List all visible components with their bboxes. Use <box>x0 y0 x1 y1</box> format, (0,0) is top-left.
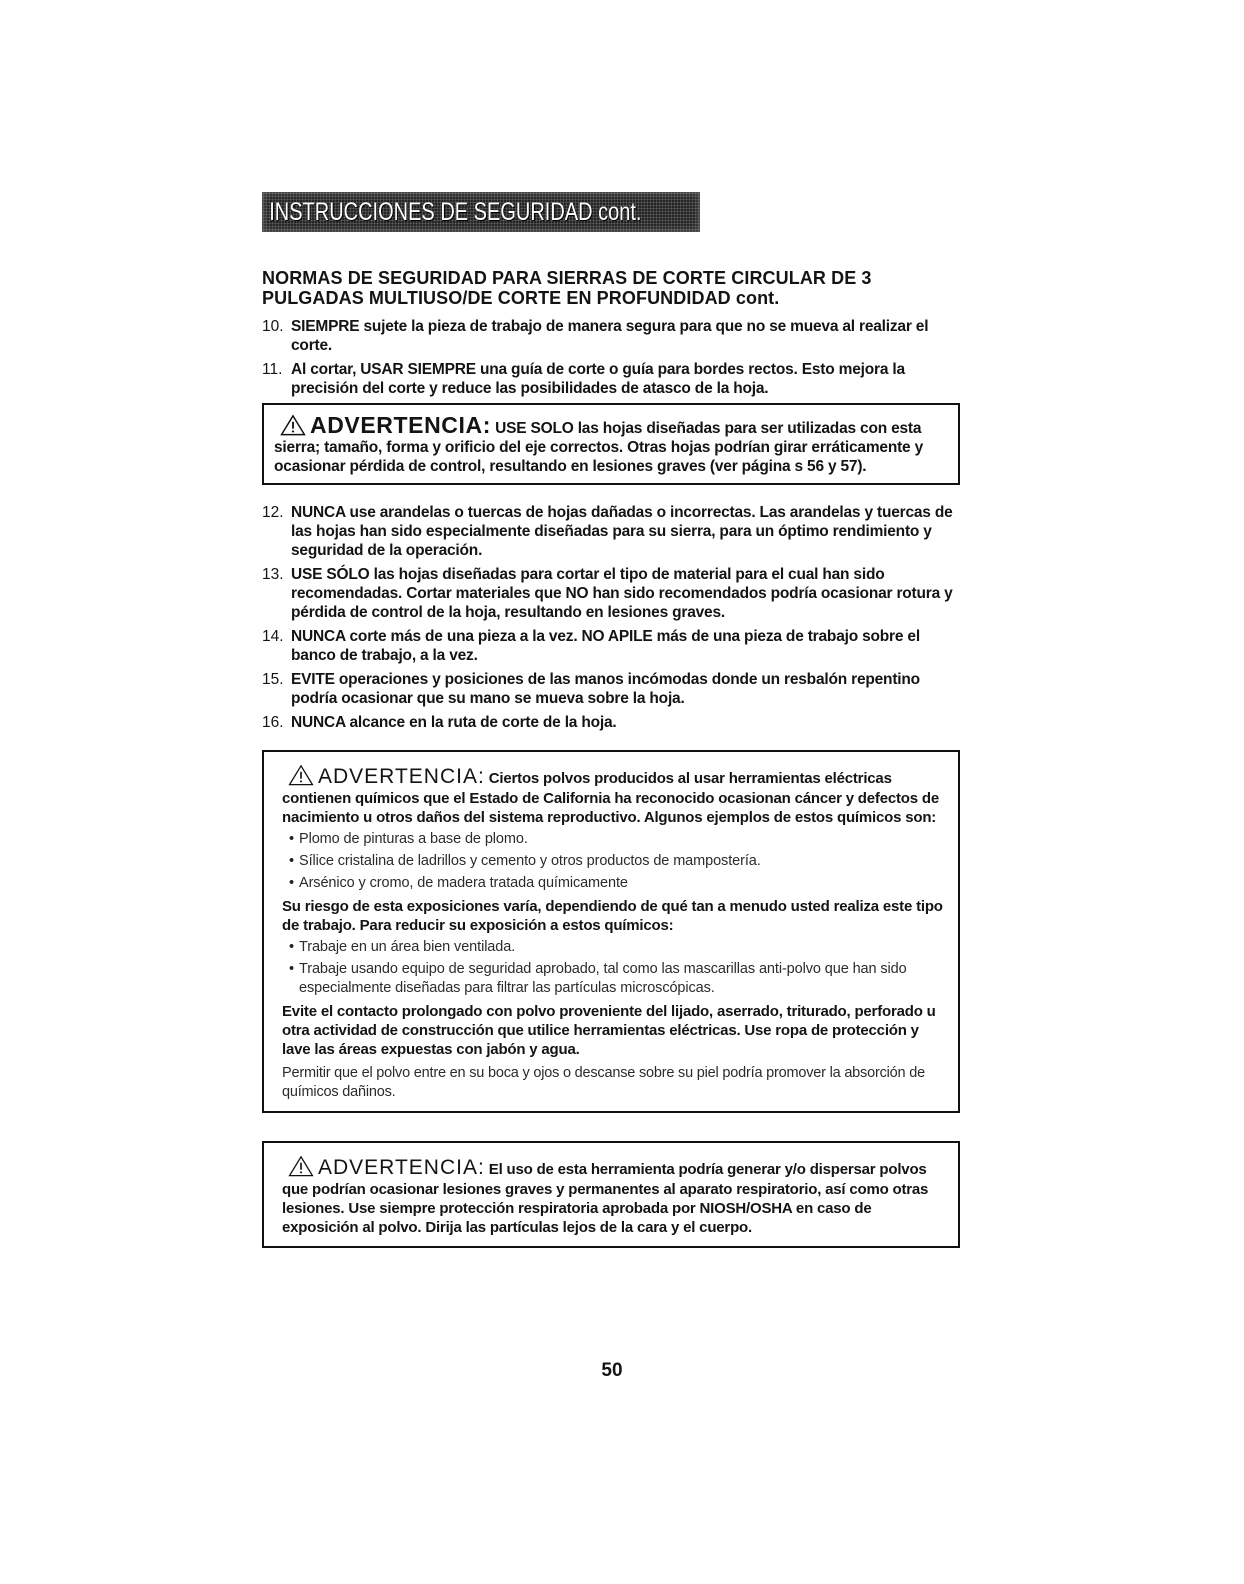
banner-title: INSTRUCCIONES DE SEGURIDAD cont. <box>269 197 642 226</box>
rule-number: 11. <box>262 361 283 378</box>
precautions-list <box>282 938 946 998</box>
rules-list-part2 <box>262 503 960 732</box>
precaution-item: • Trabaje usando equipo de seguridad aprobado, tal como las mascarillas anti-polvo que han sido especialmente diseñadas para filtrar las partículas microscópicas. <box>282 960 946 998</box>
contact-text: Evite el contacto prolongado con polvo proveniente del lijado, aserrado, triturado, perforado u otra actividad de construcción que utilice herramientas eléctricas. Use ropa de protección y lave las áreas expuestas con jabón y agua. <box>282 1003 936 1058</box>
rule-text: NUNCA use arandelas o tuercas de hojas dañadas o incorrectas. Las arandelas y tuercas de las hojas han sido especialmente diseñadas para su sierra, para un óptimo rendimiento y seguridad de la operación. <box>291 504 953 559</box>
absorption-text: Permitir que el polvo entre en su boca y ojos o descanse sobre su piel podría promover la absorción de químicos dañinos. <box>282 1065 925 1100</box>
rule-item-14 <box>262 627 960 665</box>
california-intro-text: Ciertos polvos producidos al usar herramientas eléctricas contienen químicos que el Estado de California ha reconocido ocasionan cáncer y defectos de nacimiento u otros daños del sistema reproductivo. Algunos ejemplos de estos químicos son: <box>282 770 939 826</box>
rule-text: USE SÓLO las hojas diseñadas para cortar el tipo de material para el cual han sido recomendadas. Cortar materiales que NO han sido recomendados podría ocasionar rotura y pérdida de control de la hoja, resultando en lesiones graves. <box>291 566 953 621</box>
warning-triangle-icon <box>280 414 306 436</box>
blade-warning-box <box>262 403 960 485</box>
rule-number: 13. <box>262 566 284 583</box>
chemical-item: • Plomo de pinturas a base de plomo. <box>282 830 946 849</box>
rule-number: 14. <box>262 628 284 645</box>
dust-warning-box <box>262 1141 960 1248</box>
rule-item-11 <box>262 360 960 398</box>
warning-label: ADVERTENCIA: <box>318 765 485 788</box>
rule-item-16 <box>262 713 960 732</box>
rule-number: 16. <box>262 714 284 731</box>
california-warning-box <box>262 750 960 1113</box>
warning-triangle-icon <box>288 764 314 786</box>
dust-warning-text: El uso de esta herramienta podría generar y/o dispersar polvos que podrían ocasionar lesiones graves y permanentes al aparato respiratorio, así como otras lesiones. Use siempre protección respiratoria aprobada por NIOSH/OSHA en caso de exposición al polvo. Dirija las partículas lejos de la cara y el cuerpo. <box>282 1161 929 1236</box>
rule-text: EVITE operaciones y posiciones de las manos incómodas donde un resbalón repentino podría ocasionar que su mano se mueva sobre la hoja. <box>291 671 920 707</box>
section-banner <box>262 192 700 232</box>
rule-item-15 <box>262 670 960 708</box>
blade-warning-text: USE SOLO las hojas diseñadas para ser utilizadas con esta sierra; tamaño, forma y orificio del eje correctos. Otras hojas podrían girar erráticamente y ocasionar pérdida de control, resultando en lesiones graves (ver página s 56 y 57). <box>274 420 923 475</box>
section-heading: NORMAS DE SEGURIDAD PARA SIERRAS DE CORTE CIRCULAR DE 3 PULGADAS MULTIUSO/DE CORTE EN PROFUNDIDAD cont. <box>262 268 872 308</box>
chemicals-list <box>282 830 946 893</box>
rule-text: NUNCA alcance en la ruta de corte de la hoja. <box>291 714 617 731</box>
page-number: 50 <box>601 1360 623 1381</box>
rule-text: SIEMPRE sujete la pieza de trabajo de manera segura para que no se mueva al realizar el corte. <box>291 318 929 354</box>
rule-item-10 <box>262 317 960 355</box>
blade-warning-paragraph <box>274 413 946 476</box>
risk-text: Su riesgo de esta exposiciones varía, dependiendo de qué tan a menudo usted realiza este tipo de trabajo. Para reducir su exposición a estos químicos: <box>282 898 943 934</box>
dust-warning-paragraph <box>282 1155 946 1237</box>
warning-label: ADVERTENCIA: <box>310 412 491 438</box>
rule-text: NUNCA corte más de una pieza a la vez. NO APILE más de una pieza de trabajo sobre el banco de trabajo, a la vez. <box>291 628 920 664</box>
california-warning-intro <box>282 764 946 827</box>
rule-number: 15. <box>262 671 284 688</box>
rules-list-part1 <box>262 317 960 398</box>
rule-text: Al cortar, USAR SIEMPRE una guía de corte o guía para bordes rectos. Esto mejora la precisión del corte y reduce las posibilidades de atasco de la hoja. <box>291 361 905 397</box>
precaution-item: • Trabaje en un área bien ventilada. <box>282 938 946 957</box>
rule-number: 12. <box>262 504 284 521</box>
warning-triangle-icon <box>288 1155 314 1177</box>
chemical-item: • Sílice cristalina de ladrillos y cemento y otros productos de mampostería. <box>282 852 946 871</box>
rule-number: 10. <box>262 318 284 335</box>
rule-item-13 <box>262 565 960 622</box>
rule-item-12 <box>262 503 960 560</box>
chemical-item: • Arsénico y cromo, de madera tratada químicamente <box>282 874 946 893</box>
warning-label: ADVERTENCIA: <box>318 1156 485 1179</box>
document-page <box>262 192 960 1248</box>
